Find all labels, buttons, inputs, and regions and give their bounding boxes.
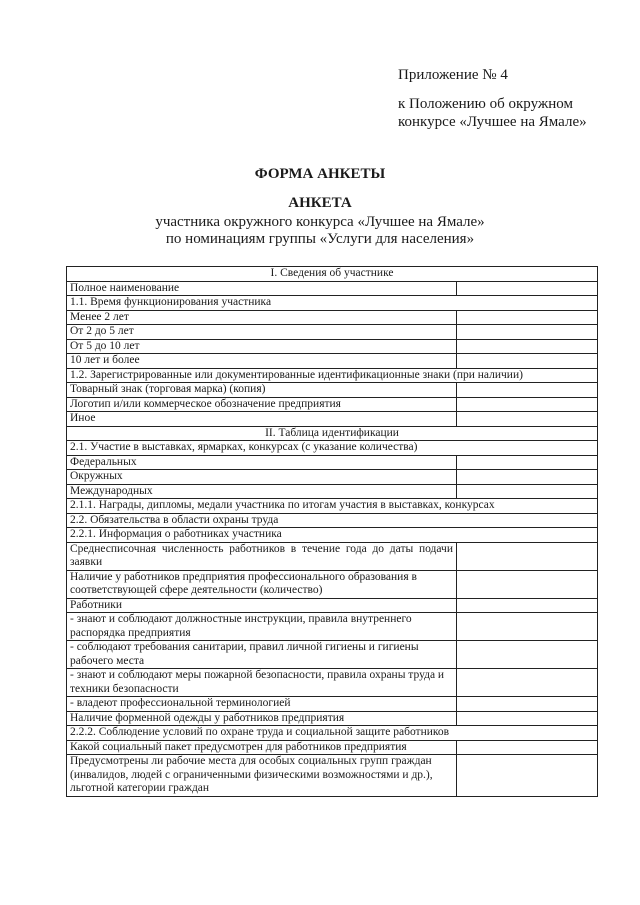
table-row — [67, 368, 598, 383]
answer-cell[interactable] — [457, 339, 598, 354]
row-label: - соблюдают требования санитарии, правил личной гигиены и гигиены рабочего места — [67, 641, 457, 669]
answer-cell[interactable] — [457, 470, 598, 485]
table-row — [67, 697, 598, 712]
table-row — [67, 339, 598, 354]
table-row — [67, 412, 598, 427]
answer-cell[interactable] — [457, 412, 598, 427]
questionnaire-table — [66, 266, 598, 797]
row-label: Окружных — [67, 470, 457, 485]
questionnaire-title: АНКЕТА — [288, 195, 352, 211]
table-row — [67, 528, 598, 543]
row-label: Международных — [67, 484, 457, 499]
answer-cell[interactable] — [457, 613, 598, 641]
answer-cell[interactable] — [457, 711, 598, 726]
table-row — [67, 455, 598, 470]
table-row — [67, 513, 598, 528]
row-label: 10 лет и более — [67, 354, 457, 369]
table-row — [67, 296, 598, 311]
subsection-title: 1.1. Время функционирования участника — [67, 296, 598, 311]
table-row — [67, 310, 598, 325]
table-row — [67, 383, 598, 398]
table-row — [67, 641, 598, 669]
row-label: Наличие форменной одежды у работников предприятия — [67, 711, 457, 726]
answer-cell[interactable] — [457, 325, 598, 340]
table-row — [67, 613, 598, 641]
appendix-ref-line2: конкурсе «Лучшее на Ямале» — [398, 114, 587, 130]
section-title: I. Сведения об участнике — [67, 267, 598, 282]
section-title: II. Таблица идентификации — [67, 426, 598, 441]
table-row — [67, 542, 598, 570]
row-label: Предусмотрены ли рабочие места для особых социальных групп граждан (инвалидов, людей с ограниченными физическими возможностями и др.), льготной категории граждан — [67, 755, 457, 797]
table-row — [67, 726, 598, 741]
row-label: Федеральных — [67, 455, 457, 470]
answer-cell[interactable] — [457, 484, 598, 499]
table-row — [67, 570, 598, 598]
answer-cell[interactable] — [457, 755, 598, 797]
questionnaire-subtitle-line1: участника окружного конкурса «Лучшее на Ямале» — [155, 214, 485, 230]
appendix-number: Приложение № 4 — [398, 67, 508, 83]
answer-cell[interactable] — [457, 354, 598, 369]
table-row — [67, 669, 598, 697]
section-header-row — [67, 267, 598, 282]
answer-cell[interactable] — [457, 740, 598, 755]
answer-cell[interactable] — [457, 570, 598, 598]
row-label: Среднесписочная численность работников в течение года до даты подачи заявки — [67, 542, 457, 570]
row-label: Товарный знак (торговая марка) (копия) — [67, 383, 457, 398]
answer-cell[interactable] — [457, 697, 598, 712]
questionnaire-subtitle — [0, 214, 640, 248]
row-label: Менее 2 лет — [67, 310, 457, 325]
answer-cell[interactable] — [457, 397, 598, 412]
form-title: ФОРМА АНКЕТЫ — [254, 166, 386, 182]
table-row — [67, 281, 598, 296]
table-row — [67, 740, 598, 755]
answer-cell[interactable] — [457, 641, 598, 669]
answer-cell[interactable] — [457, 281, 598, 296]
row-label: От 5 до 10 лет — [67, 339, 457, 354]
table-row — [67, 499, 598, 514]
row-label: Наличие у работников предприятия профессионального образования в соответствующей сфере деятельности (количество) — [67, 570, 457, 598]
table-row — [67, 470, 598, 485]
appendix-ref-line1: к Положению об окружном — [398, 96, 573, 112]
table-row — [67, 598, 598, 613]
table-row — [67, 325, 598, 340]
answer-cell[interactable] — [457, 669, 598, 697]
row-label: Иное — [67, 412, 457, 427]
row-label: Логотип и/или коммерческое обозначение предприятия — [67, 397, 457, 412]
row-label: Какой социальный пакет предусмотрен для работников предприятия — [67, 740, 457, 755]
answer-cell[interactable] — [457, 455, 598, 470]
table-row — [67, 354, 598, 369]
appendix-block — [398, 66, 587, 131]
subsection-title: 2.1.1. Награды, дипломы, медали участника по итогам участия в выставках, конкурсах — [67, 499, 598, 514]
table-row — [67, 397, 598, 412]
table-row — [67, 441, 598, 456]
row-label: Полное наименование — [67, 281, 457, 296]
subsection-title: 2.2.2. Соблюдение условий по охране труда и социальной защите работников — [67, 726, 598, 741]
table-row — [67, 711, 598, 726]
subsection-title: 2.2.1. Информация о работниках участника — [67, 528, 598, 543]
table-row — [67, 755, 598, 797]
table-row — [67, 484, 598, 499]
questionnaire-subtitle-line2: по номинациям группы «Услуги для населения» — [165, 231, 475, 247]
row-label: - знают и соблюдают меры пожарной безопасности, правила охраны труда и техники безопасности — [67, 669, 457, 697]
row-label: - владеют профессиональной терминологией — [67, 697, 457, 712]
questionnaire-table-body — [67, 267, 598, 797]
row-label: Работники — [67, 598, 457, 613]
row-label: - знают и соблюдают должностные инструкции, правила внутреннего распорядка предприятия — [67, 613, 457, 641]
answer-cell[interactable] — [457, 542, 598, 570]
subsection-title: 1.2. Зарегистрированные или документированные идентификационные знаки (при наличии) — [67, 368, 598, 383]
answer-cell[interactable] — [457, 383, 598, 398]
answer-cell[interactable] — [457, 598, 598, 613]
subsection-title: 2.1. Участие в выставках, ярмарках, конкурсах (с указание количества) — [67, 441, 598, 456]
row-label: От 2 до 5 лет — [67, 325, 457, 340]
section-header-row — [67, 426, 598, 441]
answer-cell[interactable] — [457, 310, 598, 325]
subsection-title: 2.2. Обязательства в области охраны труда — [67, 513, 598, 528]
